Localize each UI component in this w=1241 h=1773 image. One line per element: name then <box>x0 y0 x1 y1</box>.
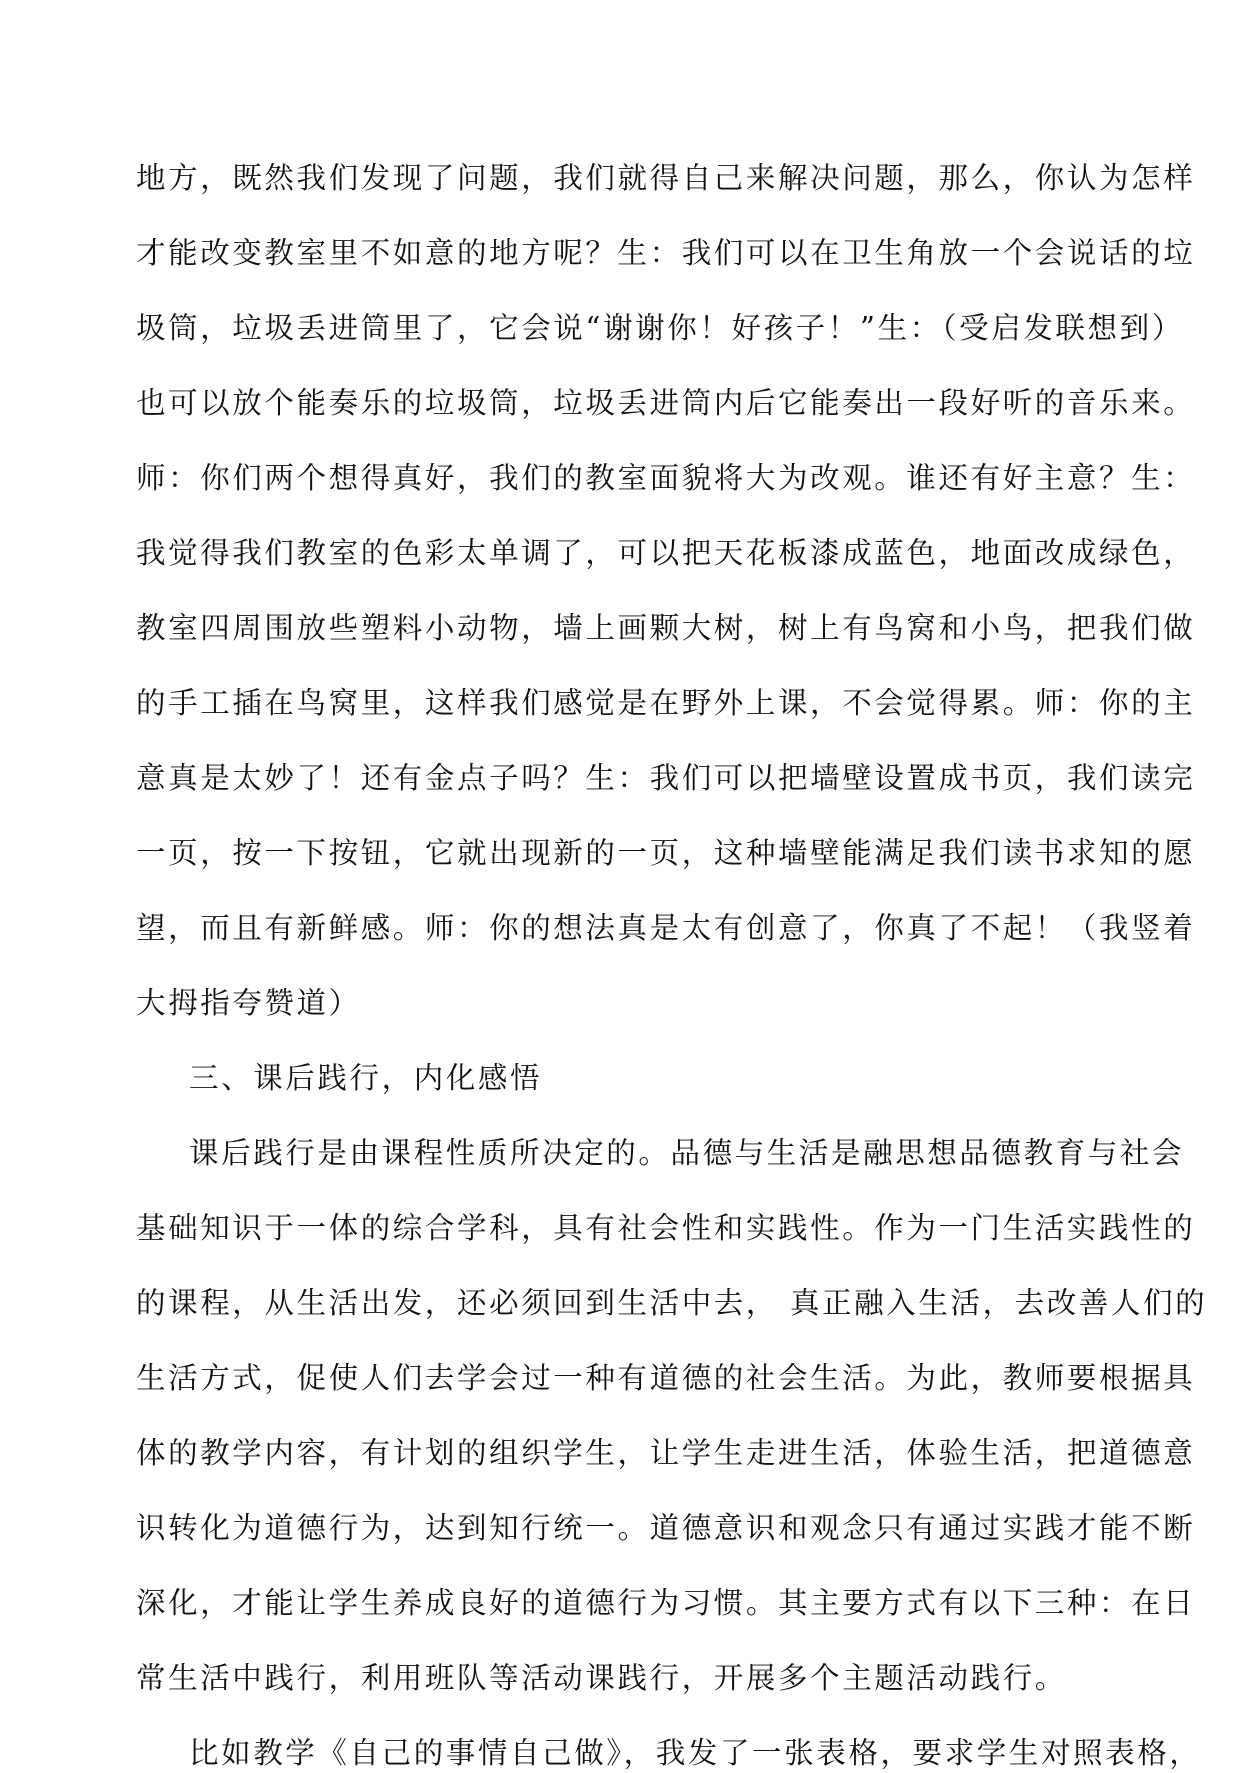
text-line: 教室四周围放些塑料小动物，墙上画颗大树，树上有鸟窝和小鸟，把我们做 <box>136 611 1196 645</box>
text-line: 师：你们两个想得真好，我们的教室面貌将大为改观。谁还有好主意？生： <box>136 461 1196 495</box>
text-line: 生活方式，促使人们去学会过一种有道德的社会生活。为此，教师要根据具 <box>136 1361 1196 1395</box>
text-line: 的课程，从生活出发，还必须回到生活中去， 真正融入生活，去改善人们的 <box>136 1286 1208 1320</box>
text-line: 基础知识于一体的综合学科，具有社会性和实践性。作为一门生活实践性的 <box>136 1211 1196 1245</box>
text-line: 望，而且有新鲜感。师：你的想法真是太有创意了，你真了不起！（我竖着 <box>136 911 1196 945</box>
text-line: 地方，既然我们发现了问题，我们就得自己来解决问题，那么，你认为怎样 <box>136 161 1196 195</box>
text-line: 一页，按一下按钮，它就出现新的一页，这种墙壁能满足我们读书求知的愿 <box>136 836 1196 870</box>
text-line: 深化，才能让学生养成良好的道德行为习惯。其主要方式有以下三种：在日 <box>136 1586 1196 1620</box>
text-line: 大拇指夸赞道） <box>136 986 361 1020</box>
text-line: 常生活中践行，利用班队等活动课践行，开展多个主题活动践行。 <box>136 1661 1067 1695</box>
text-line: 比如教学《自己的事情自己做》，我发了一张表格，要求学生对照表格， <box>189 1736 1202 1770</box>
text-line: 才能改变教室里不如意的地方呢？生：我们可以在卫生角放一个会说话的垃 <box>136 236 1196 270</box>
text-line: 我觉得我们教室的色彩太单调了，可以把天花板漆成蓝色，地面改成绿色， <box>136 536 1196 570</box>
text-line: 课后践行是由课程性质所决定的。品德与生活是融思想品德教育与社会 <box>189 1136 1185 1170</box>
text-line: 也可以放个能奏乐的垃圾筒，垃圾丢进筒内后它能奏出一段好听的音乐来。 <box>136 386 1196 420</box>
text-line: 的手工插在鸟窝里，这样我们感觉是在野外上课，不会觉得累。师：你的主 <box>136 686 1196 720</box>
text-line: 意真是太妙了！还有金点子吗？生：我们可以把墙壁设置成书页，我们读完 <box>136 761 1196 795</box>
text-line: 圾筒，垃圾丢进筒里了，它会说“谢谢你！好孩子！”生：（受启发联想到） <box>136 311 1184 345</box>
text-line: 体的教学内容，有计划的组织学生，让学生走进生活，体验生活，把道德意 <box>136 1436 1196 1470</box>
section-heading: 三、课后践行，内化感悟 <box>189 1061 543 1095</box>
text-line: 识转化为道德行为，达到知行统一。道德意识和观念只有通过实践才能不断 <box>136 1511 1196 1545</box>
